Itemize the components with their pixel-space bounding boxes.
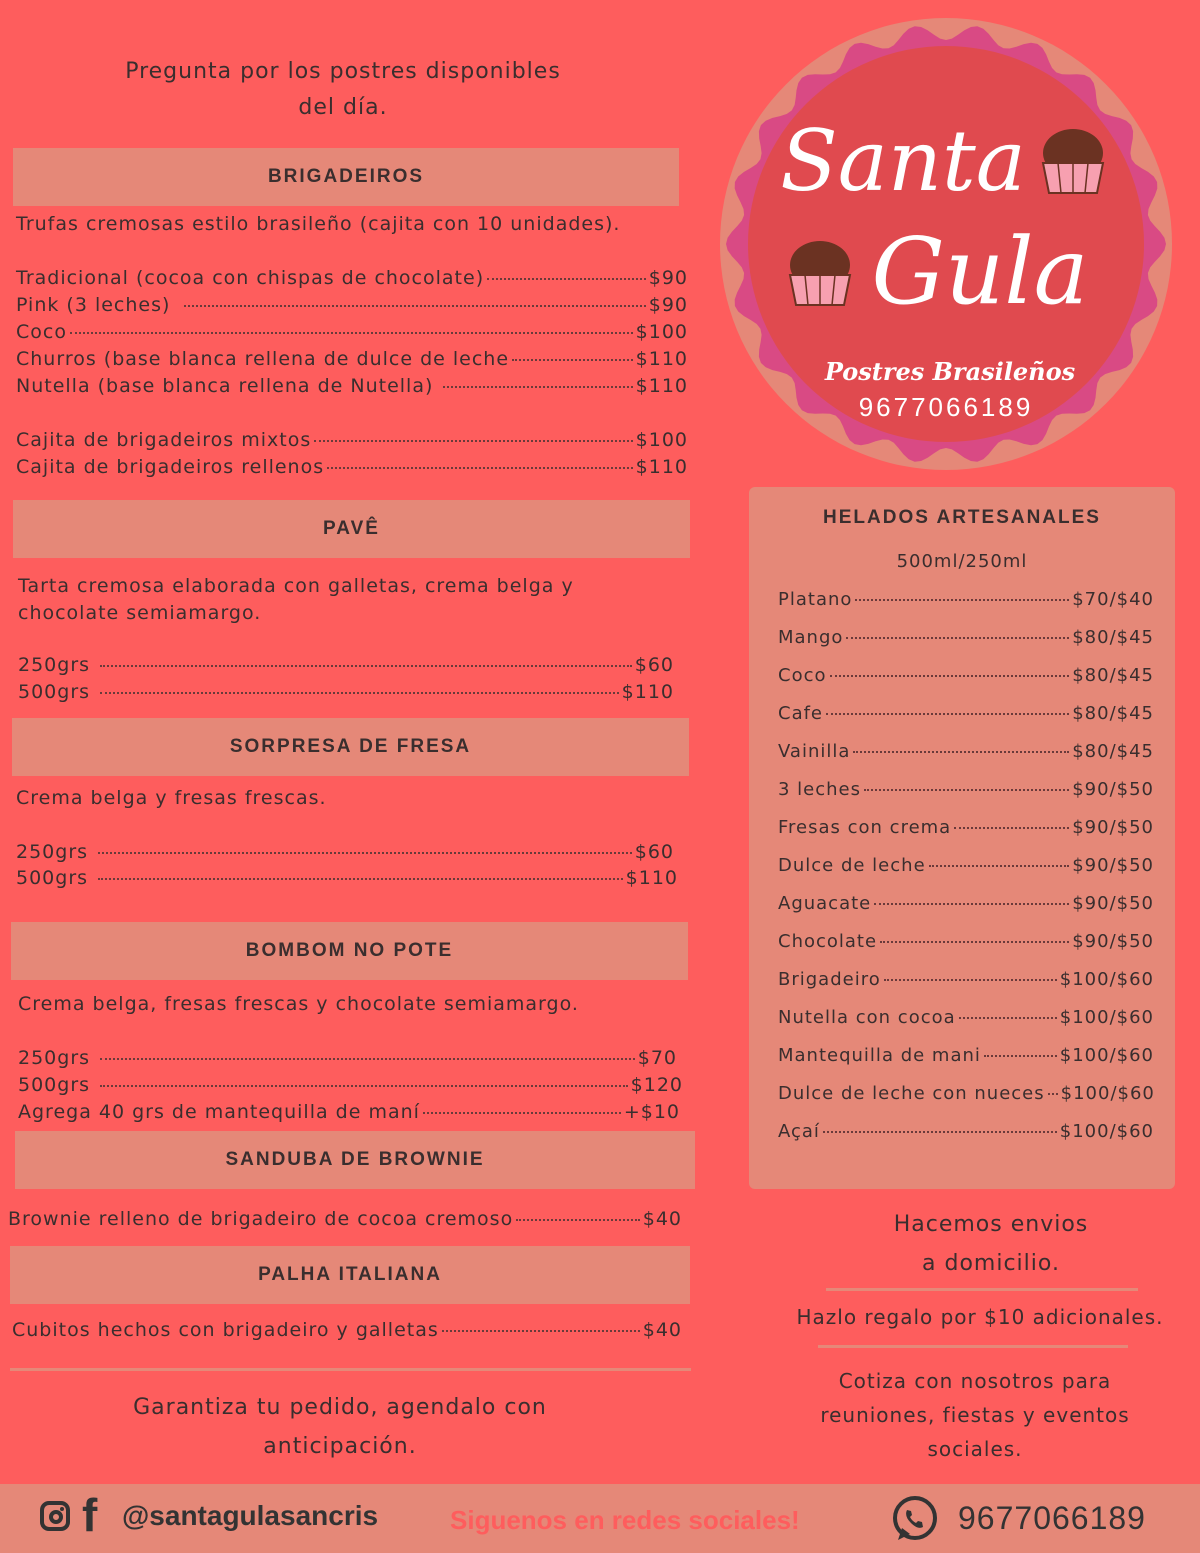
helado-item bbox=[778, 893, 1154, 914]
section-description: Trufas cremosas estilo brasileño (cajita con 10 unidades). bbox=[16, 213, 621, 235]
helado-item bbox=[778, 1045, 1154, 1066]
menu-item: Cajita de brigadeiros mixtos $100 bbox=[16, 429, 688, 451]
section-title: BOMBOM NO POTE bbox=[245, 940, 454, 961]
helado-item bbox=[778, 1083, 1154, 1104]
follow-text: Siguenos en redes sociales! bbox=[450, 1505, 800, 1535]
helado-name: Dulce de leche con nueces bbox=[778, 1083, 1045, 1104]
section-title: PAVÊ bbox=[323, 518, 380, 539]
section-header-palha bbox=[10, 1246, 690, 1304]
helados-title: HELADOS ARTESANALES bbox=[823, 507, 1101, 528]
helado-price: $80/$45 bbox=[1072, 703, 1154, 724]
divider bbox=[826, 1288, 1138, 1291]
menu-item: 500grs $120 bbox=[18, 1074, 683, 1096]
cotiza-line-1: Cotiza con nosotros para bbox=[838, 1369, 1112, 1393]
description-line-1: Tarta cremosa elaborada con galletas, crema belga y bbox=[18, 575, 574, 597]
helado-item bbox=[778, 855, 1154, 876]
helado-name: Platano bbox=[778, 589, 853, 610]
section-header-brigadeiros bbox=[13, 148, 679, 206]
section-title: SANDUBA DE BROWNIE bbox=[225, 1149, 485, 1170]
helado-item bbox=[778, 665, 1154, 686]
helado-name: Aguacate bbox=[778, 893, 872, 914]
whatsapp-icon[interactable] bbox=[890, 1494, 940, 1544]
helado-name: Fresas con crema bbox=[778, 817, 952, 838]
social-handle[interactable]: @santagulasancris bbox=[122, 1500, 379, 1531]
logo-title-line-1: Santa bbox=[780, 112, 1026, 210]
section-title: BRIGADEIROS bbox=[267, 166, 425, 187]
menu-item: 500grs $110 bbox=[18, 681, 674, 703]
divider bbox=[818, 1345, 1128, 1348]
logo-tagline: Postres Brasileños bbox=[824, 357, 1076, 386]
helado-item bbox=[778, 969, 1154, 990]
helado-item bbox=[778, 589, 1154, 610]
menu-item: Agrega 40 grs de mantequilla de maní +$10 bbox=[18, 1101, 680, 1123]
helado-item bbox=[778, 779, 1154, 800]
helado-price: $100/$60 bbox=[1059, 1045, 1154, 1066]
instagram-icon[interactable] bbox=[40, 1501, 70, 1531]
brigadeiro-icon bbox=[1043, 129, 1103, 193]
section-header-bombom bbox=[11, 922, 688, 980]
section-header-sanduba bbox=[15, 1131, 695, 1189]
cotiza-line-3: sociales. bbox=[927, 1437, 1023, 1461]
helado-price: $90/$50 bbox=[1072, 779, 1154, 800]
helado-price: $90/$50 bbox=[1072, 893, 1154, 914]
menu-item: Tradicional (cocoa con chispas de chocolate) $90 bbox=[16, 267, 688, 289]
helado-item bbox=[778, 931, 1154, 952]
helado-name: Vainilla bbox=[778, 741, 851, 762]
helado-price: $90/$50 bbox=[1072, 931, 1154, 952]
garantia-line-1: Garantiza tu pedido, agendalo con bbox=[133, 1395, 547, 1420]
facebook-icon[interactable]: f bbox=[82, 1489, 98, 1541]
logo bbox=[718, 18, 1174, 470]
helado-name: 3 leches bbox=[778, 779, 862, 800]
menu-item: 250grs $60 bbox=[18, 654, 674, 676]
helados-sizes: 500ml/250ml bbox=[896, 551, 1028, 572]
helado-name: Mantequilla de mani bbox=[778, 1045, 981, 1066]
logo-badge bbox=[718, 18, 1174, 470]
section-title: PALHA ITALIANA bbox=[258, 1264, 442, 1285]
garantia-note bbox=[40, 1388, 640, 1466]
menu-item: Coco $100 bbox=[16, 321, 688, 343]
helado-price: $80/$45 bbox=[1072, 741, 1154, 762]
helado-name: Cafe bbox=[778, 703, 824, 724]
footer-phone[interactable]: 9677066189 bbox=[958, 1500, 1146, 1536]
section-header-sorpresa bbox=[12, 718, 689, 776]
menu-item: 250grs $60 bbox=[16, 841, 674, 863]
helado-price: $90/$50 bbox=[1072, 817, 1154, 838]
menu-item: 250grs $70 bbox=[18, 1047, 677, 1069]
section-title: SORPRESA DE FRESA bbox=[229, 736, 472, 757]
helado-price: $80/$45 bbox=[1072, 627, 1154, 648]
helado-price: $70/$40 bbox=[1072, 589, 1154, 610]
helado-price: $100/$60 bbox=[1059, 1121, 1154, 1142]
helado-name: Chocolate bbox=[778, 931, 878, 952]
intro-text bbox=[80, 54, 606, 126]
helado-name: Coco bbox=[778, 665, 827, 686]
envios-note bbox=[836, 1205, 1146, 1283]
menu-item: Pink (3 leches) $90 bbox=[16, 294, 688, 316]
logo-title-line-2: Gula bbox=[871, 218, 1089, 325]
helado-item bbox=[778, 627, 1154, 648]
helado-item bbox=[778, 817, 1154, 838]
helado-price: $90/$50 bbox=[1072, 855, 1154, 876]
envios-line-1: Hacemos envios bbox=[893, 1212, 1089, 1237]
section-description: Crema belga, fresas frescas y chocolate semiamargo. bbox=[18, 993, 579, 1015]
regalo-note: Hazlo regalo por $10 adicionales. bbox=[796, 1305, 1164, 1329]
helado-item bbox=[778, 1007, 1154, 1028]
section-header-pave bbox=[13, 500, 690, 558]
divider bbox=[10, 1368, 691, 1371]
menu-item: Nutella (base blanca rellena de Nutella) $110 bbox=[16, 375, 688, 397]
menu-item: Cajita de brigadeiros rellenos $110 bbox=[16, 456, 688, 478]
section-description: Crema belga y fresas frescas. bbox=[16, 787, 327, 809]
menu-item: Cubitos hechos con brigadeiro y galletas $40 bbox=[12, 1319, 682, 1341]
envios-line-2: a domicilio. bbox=[922, 1251, 1060, 1276]
section-description bbox=[18, 573, 574, 627]
helado-item bbox=[778, 1121, 1154, 1142]
helado-price: $100/$60 bbox=[1059, 1007, 1154, 1028]
description-line-2: chocolate semiamargo. bbox=[18, 602, 262, 624]
menu-item: Brownie relleno de brigadeiro de cocoa cremoso $40 bbox=[8, 1208, 682, 1230]
helado-name: Mango bbox=[778, 627, 844, 648]
helado-item bbox=[778, 741, 1154, 762]
helado-name: Dulce de leche bbox=[778, 855, 926, 876]
cotiza-line-2: reuniones, fiestas y eventos bbox=[820, 1403, 1130, 1427]
helado-name: Açaí bbox=[778, 1121, 820, 1142]
menu-item: 500grs $110 bbox=[16, 867, 678, 889]
helado-price: $100/$60 bbox=[1059, 969, 1154, 990]
garantia-line-2: anticipación. bbox=[263, 1434, 417, 1459]
helado-price: $100/$60 bbox=[1060, 1083, 1155, 1104]
cotiza-note bbox=[790, 1364, 1160, 1466]
brigadeiro-icon bbox=[790, 241, 850, 305]
menu-item: Churros (base blanca rellena de dulce de leche $110 bbox=[16, 348, 688, 370]
helado-name: Nutella con cocoa bbox=[778, 1007, 956, 1028]
helado-item bbox=[778, 703, 1154, 724]
helado-name: Brigadeiro bbox=[778, 969, 881, 990]
helado-price: $80/$45 bbox=[1072, 665, 1154, 686]
intro-line-1: Pregunta por los postres disponibles bbox=[125, 59, 561, 84]
logo-phone: 9677066189 bbox=[858, 392, 1034, 422]
intro-line-2: del día. bbox=[298, 95, 388, 120]
